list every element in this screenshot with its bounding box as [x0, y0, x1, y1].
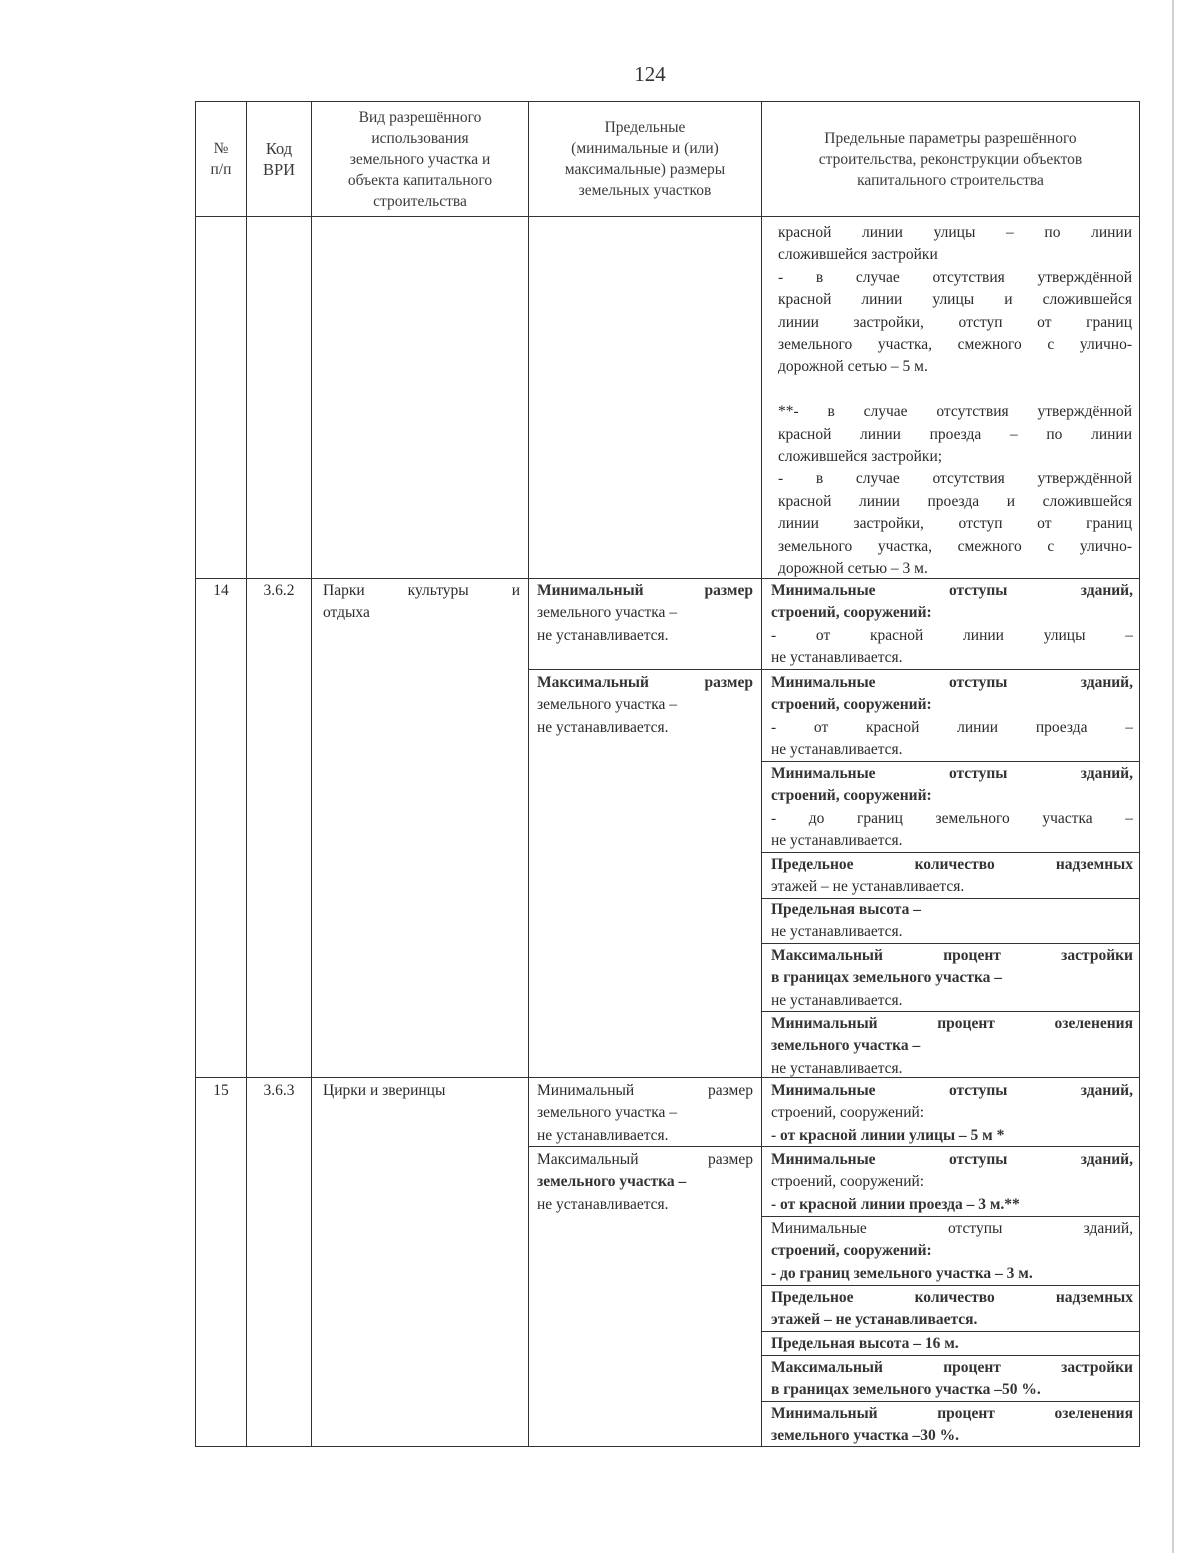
row14-param-street-setback: Минимальные отступы зданий, строений, сооружений: - от красной линии улицы – не устанавливается.: [771, 582, 1133, 667]
row15-max-size: Максимальный размер земельного участка – не устанавливается.: [537, 1151, 753, 1213]
row14-param-height: Предельная высота – не устанавливается.: [771, 901, 921, 941]
row15-use: Цирки и зверинцы: [323, 1082, 446, 1099]
table-border-right: [1139, 101, 1140, 1446]
row14-param-coverage: Максимальный процент застройки в границах земельного участка – не устанавливается.: [771, 947, 1133, 1009]
col-divider-num: [246, 101, 247, 1446]
row15-code: 3.6.3: [263, 1082, 295, 1099]
row15-param-greening: Минимальный процент озеленения земельного участка –30 %.: [771, 1405, 1133, 1445]
scan-edge-line: [1172, 0, 1174, 1553]
continuation-params: красной линии улицы – по линии сложившейся застройки - в случае отсутствия утверждённой красной линии улицы и сложившейся линии застройки, отступ от границ земельного участка, смежного с улично- дорожной сетью – 5 м. **- в случае отсутствия утверждённой красной линии проезда – по линии сложившейся застройки; - в случае отсутствия утверждённой красной линии проезда и сложившейся линии застройки, отступ от границ земельного участка, смежного с улично- дорожной сетью – 3 м.: [778, 224, 1132, 578]
row15-param-divider-5: [761, 1355, 1140, 1356]
col-divider-sizes: [761, 101, 762, 1446]
row14-max-size: Максимальный размер земельного участка – не устанавливается.: [537, 674, 753, 736]
row15-param-floors: Предельное количество надземных этажей – не устанавливается.: [771, 1289, 1133, 1329]
table-border-left: [195, 101, 196, 1446]
header-params: Предельные параметры разрешённого строительства, реконструкции объектов капитального строительства: [818, 129, 1083, 189]
row14-param-boundary-setback: Минимальные отступы зданий, строений, сооружений: - до границ земельного участка – не устанавливается.: [771, 765, 1133, 850]
col-divider-use: [528, 101, 529, 1446]
row14-param-greening: Минимальный процент озеленения земельного участка – не устанавливается.: [771, 1015, 1133, 1077]
page-number: 124: [634, 62, 666, 86]
row14-param-floors: Предельное количество надземных этажей – не устанавливается.: [771, 856, 1133, 896]
row14-min-size: Минимальный размер земельного участка – не устанавливается.: [537, 582, 753, 644]
row15-min-size: Минимальный размер земельного участка – не устанавливается.: [537, 1082, 753, 1144]
row15-num: 15: [213, 1082, 229, 1099]
row14-num: 14: [213, 582, 229, 599]
header-num: № п/п: [210, 140, 232, 178]
row15-param-height: Предельная высота – 16 м.: [771, 1335, 959, 1352]
header-bottom-line: [195, 216, 1140, 217]
row14-param-driveway-setback: Минимальные отступы зданий, строений, сооружений: - от красной линии проезда – не устанавливается.: [771, 674, 1133, 759]
row15-param-street-setback: Минимальные отступы зданий, строений, сооружений: - от красной линии улицы – 5 м *: [771, 1082, 1133, 1144]
header-sizes: Предельные (минимальные и (или) максимальные) размеры земельных участков: [564, 119, 726, 199]
row15-param-boundary-setback: Минимальные отступы зданий, строений, сооружений: - до границ земельного участка – 3 м.: [771, 1220, 1133, 1282]
row14-use: Парки культуры и отдыха: [323, 582, 520, 622]
header-use: Вид разрешённого использования земельного участка и объекта капитального строительства: [347, 108, 493, 210]
header-code: Код ВРИ: [262, 139, 296, 179]
row14-code: 3.6.2: [263, 582, 295, 599]
col-divider-code: [311, 101, 312, 1446]
row15-param-coverage: Максимальный процент застройки в границах земельного участка –50 %.: [771, 1359, 1133, 1399]
row15-param-driveway-setback: Минимальные отступы зданий, строений, сооружений: - от красной линии проезда – 3 м.**: [771, 1151, 1133, 1213]
